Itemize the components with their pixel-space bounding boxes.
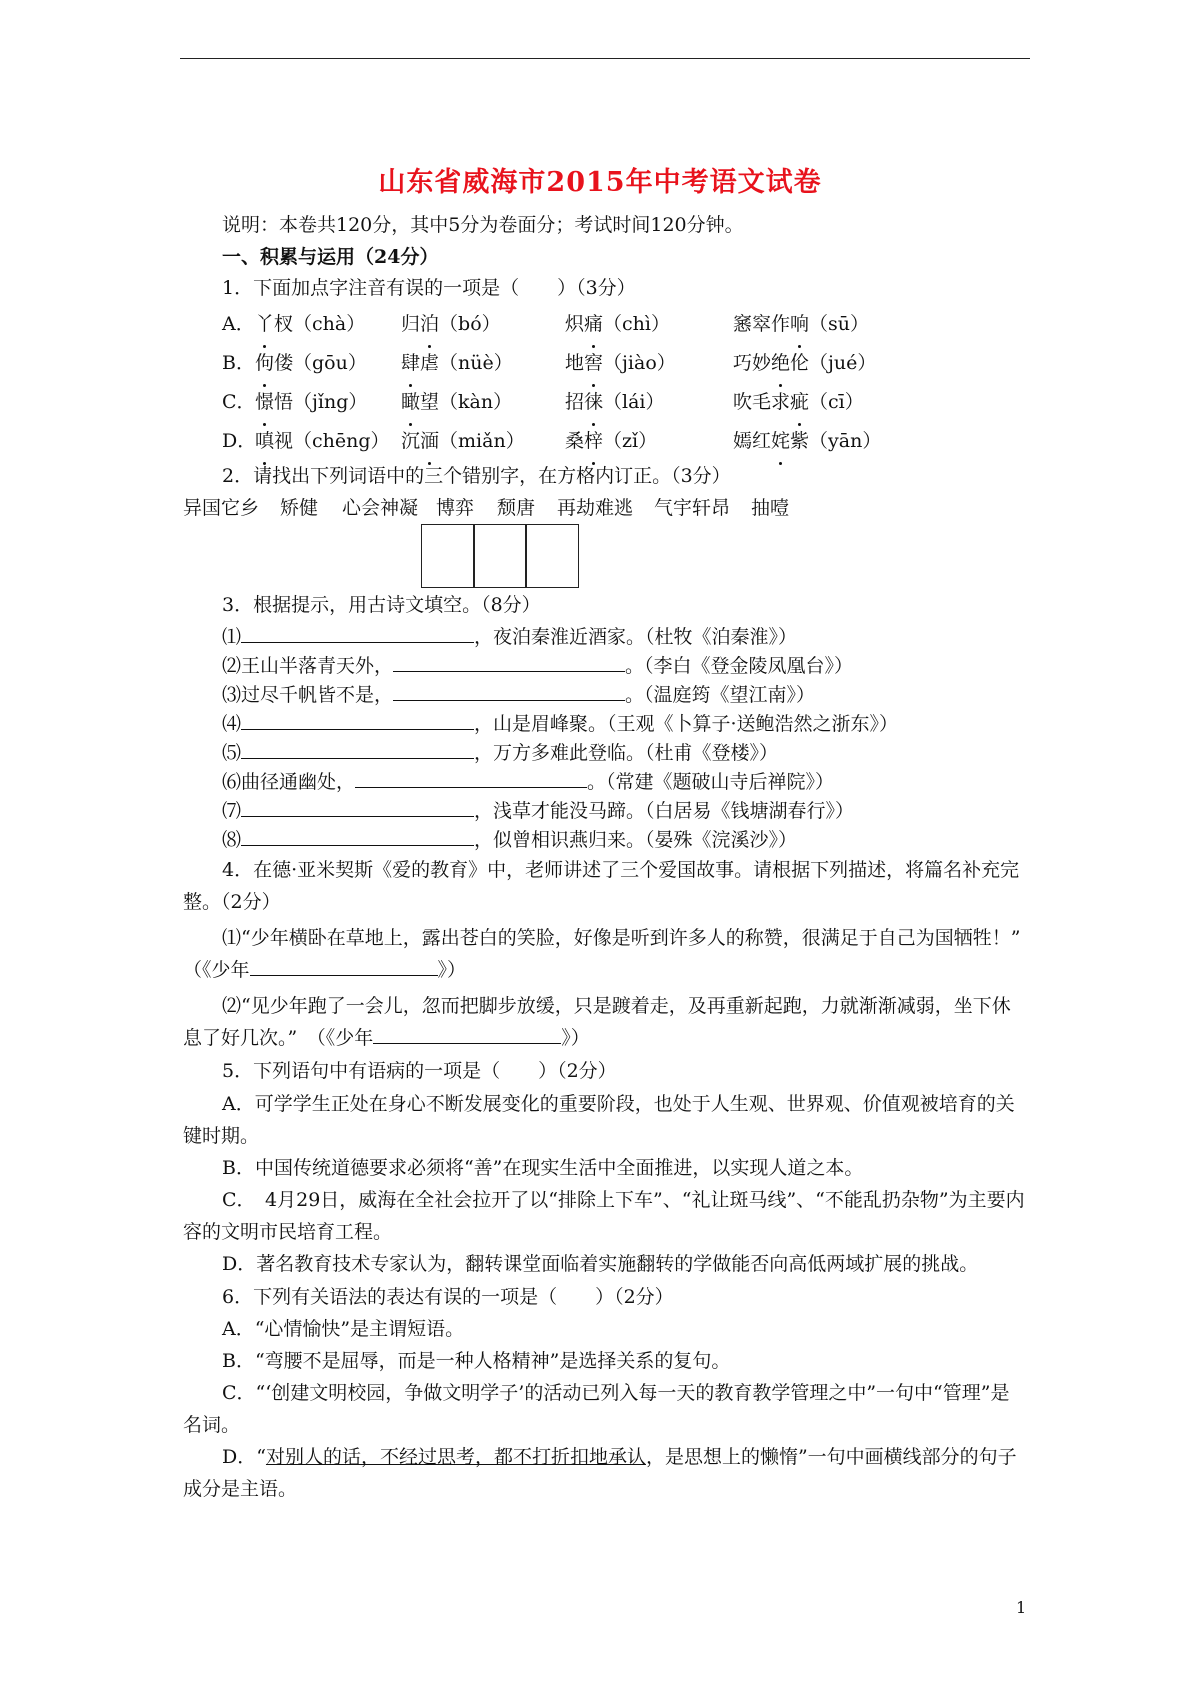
q4-blank-2[interactable]: [373, 1023, 561, 1044]
q1-option-term: [401, 344, 513, 383]
q5-option-d: D．著名教育技术专家认为，翻转课堂面临着实施翻转的学做能否向高低两域扩展的挑战。: [222, 1252, 979, 1275]
q2-word: 再劫难逃: [557, 497, 634, 520]
dotted-character: 嗔: [255, 422, 274, 461]
q6-d-underlined: 对别人的话，不经过思考，都不打折扣地承认: [265, 1446, 646, 1469]
dotted-character: 窖: [584, 344, 603, 383]
q6-option-a: A．“心情愉快”是主谓短语。: [222, 1318, 465, 1341]
q3-line-prefix: 王山半落青天外，: [241, 654, 394, 677]
term-prefix: 嫣红: [733, 429, 772, 452]
q3-line-number: ⑶: [222, 683, 242, 706]
q3-line-number: ⑻: [222, 828, 242, 851]
q1-option-row: [183, 383, 1028, 422]
header-rule: [180, 58, 1030, 59]
q1-option-term: [565, 422, 657, 461]
q3-line: [183, 680, 1028, 709]
q6-stem: 6．下列有关语法的表达有误的一项是（ ）（2分）: [222, 1285, 674, 1308]
q3-blank[interactable]: [393, 680, 625, 701]
term-prefix: 招: [565, 390, 585, 413]
answer-box-3[interactable]: [525, 524, 579, 588]
q4-stem: 4．在德·亚米契斯《爱的教育》中，老师讲述了三个爱国故事。请根据下列描述，将篇名补充完整。（2分）: [183, 858, 1020, 913]
dotted-character: 憬: [255, 383, 274, 422]
q3-line-prefix: 过尽千帆皆不是，: [241, 683, 394, 706]
q3-line-number: ⑵: [222, 654, 242, 677]
q3-line: [183, 825, 1028, 854]
q6-option-c: C．“‘创建文明校园，争做文明学子’的活动已列入每一天的教育教学管理之中”一句中“管理”是名词。: [183, 1382, 1010, 1437]
term-suffix: [790, 313, 869, 335]
q2-word: 博弈: [436, 497, 475, 520]
q1-option-row: [183, 422, 1028, 461]
term-prefix: 吹毛求: [733, 390, 791, 413]
q4-item-2-open: （《少年: [316, 1026, 374, 1049]
q1-stem: 1．下面加点字注音有误的一项是（ ）（3分）: [222, 277, 636, 300]
q2-word-list: [183, 492, 1028, 524]
q4-item-1-text: ⑴“少年横卧在草地上，露出苍白的笑脸，好像是听到许多人的称赞，很满足于自己为国牺牲！”: [222, 926, 1021, 949]
term-suffix: [584, 313, 670, 335]
q3-line-number: ⑹: [222, 770, 242, 793]
term-rest: （cī）: [809, 390, 864, 413]
exam-content: [183, 210, 1028, 1505]
q3-blank[interactable]: [393, 651, 625, 672]
term-prefix: 桑: [565, 429, 585, 452]
term-suffix: （miǎn）: [439, 429, 525, 452]
term-suffix: 视（chēng）: [274, 429, 390, 452]
q4-item-2-close: 》）: [561, 1026, 590, 1049]
term-suffix: 悟（jǐng）: [274, 390, 368, 413]
dotted-character: 疵: [790, 383, 809, 422]
q3-line: [183, 651, 1028, 680]
q1-option-letter: D．: [222, 429, 257, 452]
q3-blank[interactable]: [241, 622, 474, 643]
term-suffix: [584, 391, 665, 413]
dotted-character: 肆: [401, 344, 420, 383]
dotted-character: 徕: [584, 383, 603, 422]
q3-line-suffix: 。（李白《登金陵凤凰台》）: [625, 654, 854, 677]
q3-line-suffix: ，夜泊秦淮近酒家。（杜牧《泊秦淮》）: [474, 625, 798, 648]
q2-word: 气宇轩昂: [654, 497, 731, 520]
term-suffix: [771, 352, 876, 374]
q1-options: [183, 305, 1028, 461]
answer-box-1[interactable]: [421, 524, 475, 588]
exam-title: 山东省威海市2015年中考语文试卷: [378, 167, 822, 198]
dotted-character: 姹: [771, 422, 790, 461]
q2-word: 异国它乡: [183, 497, 260, 520]
q1-option-letter: A．: [222, 312, 255, 335]
q3-line-number: ⑷: [222, 712, 242, 735]
term-suffix: 虐（nüè）: [420, 351, 513, 374]
q1-option-term: [401, 422, 525, 461]
term-prefix: 巧妙: [733, 351, 772, 374]
q1-option-term: [565, 383, 665, 422]
term-rest: （jiào）: [603, 351, 676, 374]
q3-line-suffix: ，浅草才能没马蹄。（白居易《钱塘湖春行》）: [474, 799, 855, 822]
q3-blank[interactable]: [355, 767, 587, 788]
term-rest: （sū）: [809, 312, 870, 335]
q2-word: 心会神凝: [342, 497, 419, 520]
dotted-character: 瞰: [401, 383, 420, 422]
term-suffix: 杈（chà）: [274, 312, 366, 335]
q5-option-b: B．中国传统道德要求必须将“善”在现实生活中全面推进，以实现人道之本。: [222, 1156, 864, 1179]
q1-option-term: [733, 305, 869, 344]
term-suffix: [790, 391, 864, 413]
term-prefix: 地: [565, 351, 585, 374]
q2-answer-grid: [183, 524, 1028, 590]
dotted-character: 梓: [584, 422, 603, 461]
term-prefix: 窸窣作: [733, 312, 791, 335]
q5-stem: 5．下列语句中有语病的一项是（ ）（2分）: [222, 1059, 617, 1082]
term-rest: （lái）: [603, 390, 665, 413]
q3-line-suffix: ，万方多难此登临。（杜甫《登楼》）: [474, 741, 779, 764]
q4-item-1: [183, 922, 1028, 986]
dotted-character: 丫: [255, 305, 274, 344]
q4-item-1-close: 》）: [437, 958, 467, 981]
q1-option-term: [565, 344, 676, 383]
q1-option-term: [401, 305, 501, 344]
term-suffix: [771, 430, 881, 452]
q6-d-prefix: D．“: [222, 1446, 266, 1469]
q1-option-term: [733, 422, 881, 461]
q3-line-suffix: ，山是眉峰聚。（王观《卜算子·送鲍浩然之浙东》）: [474, 712, 899, 735]
page-number: 1: [1016, 1598, 1027, 1617]
q6-option-b: B．“弯腰不是屈辱，而是一种人格精神”是选择关系的复句。: [222, 1350, 731, 1373]
q6-d-suffix: ，是思想上的懒惰”一句中画横线部分的句子成分是主语。: [183, 1446, 1017, 1501]
q3-fill-lines: [183, 622, 1028, 854]
term-suffix: [584, 352, 676, 374]
q3-blank[interactable]: [241, 709, 474, 730]
q1-option-letter: B．: [222, 351, 255, 374]
q1-option-term: [255, 422, 390, 461]
q2-word: 矫健: [280, 497, 319, 520]
dotted-character: 泊: [420, 305, 439, 344]
exam-note: 说明：本卷共120分，其中5分为卷面分；考试时间120分钟。: [222, 214, 744, 236]
q3-blank[interactable]: [241, 738, 474, 759]
q3-stem: 3．根据提示，用古诗文填空。（8分）: [222, 594, 541, 617]
q1-option-term: [255, 305, 365, 344]
q4-blank-1[interactable]: [250, 955, 438, 976]
q2-word: 颓唐: [497, 497, 536, 520]
q3-blank[interactable]: [241, 796, 474, 817]
q4-item-2: [183, 990, 1028, 1054]
q3-line: [183, 738, 1028, 767]
term-prefix: 沉: [401, 429, 421, 452]
term-suffix: 望（kàn）: [420, 390, 513, 413]
q3-line: [183, 709, 1028, 738]
section-heading: 一、积累与运用（24分）: [222, 245, 439, 268]
q1-option-term: [733, 344, 876, 383]
q2-stem: 2．请找出下列词语中的三个错别字，在方格内订正。（3分）: [222, 464, 731, 487]
dotted-character: 湎: [420, 422, 439, 461]
term-suffix: （zǐ）: [603, 429, 658, 452]
dotted-character: 响: [790, 305, 809, 344]
q3-line: [183, 796, 1028, 825]
term-rest: （chì）: [603, 312, 670, 335]
q5-option-c: C． 4月29日，威海在全社会拉开了以“排除上下车”、“礼让斑马线”、“不能乱扔杂物”为主要内容的文明市民培育工程。: [183, 1188, 1025, 1243]
q1-option-term: [401, 383, 512, 422]
q3-line: [183, 622, 1028, 651]
q1-option-term: [255, 383, 367, 422]
dotted-character: 绝: [771, 344, 790, 383]
q3-line-number: ⑴: [222, 625, 242, 648]
term-rest: 伦（jué）: [790, 351, 877, 374]
dotted-character: 痛: [584, 305, 603, 344]
q1-option-term: [733, 383, 864, 422]
term-prefix: 归: [401, 312, 421, 335]
q1-option-letter: C．: [222, 390, 256, 413]
q3-line: [183, 767, 1028, 796]
q3-blank[interactable]: [241, 825, 474, 846]
q1-option-term: [565, 305, 670, 344]
q2-word: 抽噎: [751, 497, 790, 520]
term-suffix: （bó）: [439, 312, 501, 335]
answer-box-2[interactable]: [473, 524, 527, 588]
q3-line-number: ⑸: [222, 741, 242, 764]
q1-option-term: [255, 344, 367, 383]
q5-option-a: A．可学学生正处在身心不断发展变化的重要阶段，也处于人生观、世界观、价值观被培育的关键时期。: [183, 1092, 1015, 1147]
q3-line-number: ⑺: [222, 799, 242, 822]
q1-option-row: [183, 305, 1028, 344]
q4-item-1-open: （《少年: [183, 958, 250, 981]
dotted-character: 佝: [255, 344, 274, 383]
q3-line-suffix: 。（常建《题破山寺后禅院》）: [587, 770, 835, 793]
q3-line-suffix: ，似曾相识燕归来。（晏殊《浣溪沙》）: [474, 828, 798, 851]
q4-item-2-text: ⑵“见少年跑了一会儿，忽而把脚步放缓，只是踱着走，及再重新起跑，力就渐渐减弱，坐下休息了好几次。”: [183, 994, 1011, 1049]
q6-option-d: [183, 1441, 1028, 1505]
q3-line-suffix: 。（温庭筠《望江南》）: [625, 683, 816, 706]
term-prefix: 炽: [565, 312, 585, 335]
term-rest: 紫（yān）: [790, 429, 882, 452]
term-suffix: 偻（gōu）: [274, 351, 367, 374]
q1-option-row: [183, 344, 1028, 383]
q3-line-prefix: 曲径通幽处，: [241, 770, 356, 793]
